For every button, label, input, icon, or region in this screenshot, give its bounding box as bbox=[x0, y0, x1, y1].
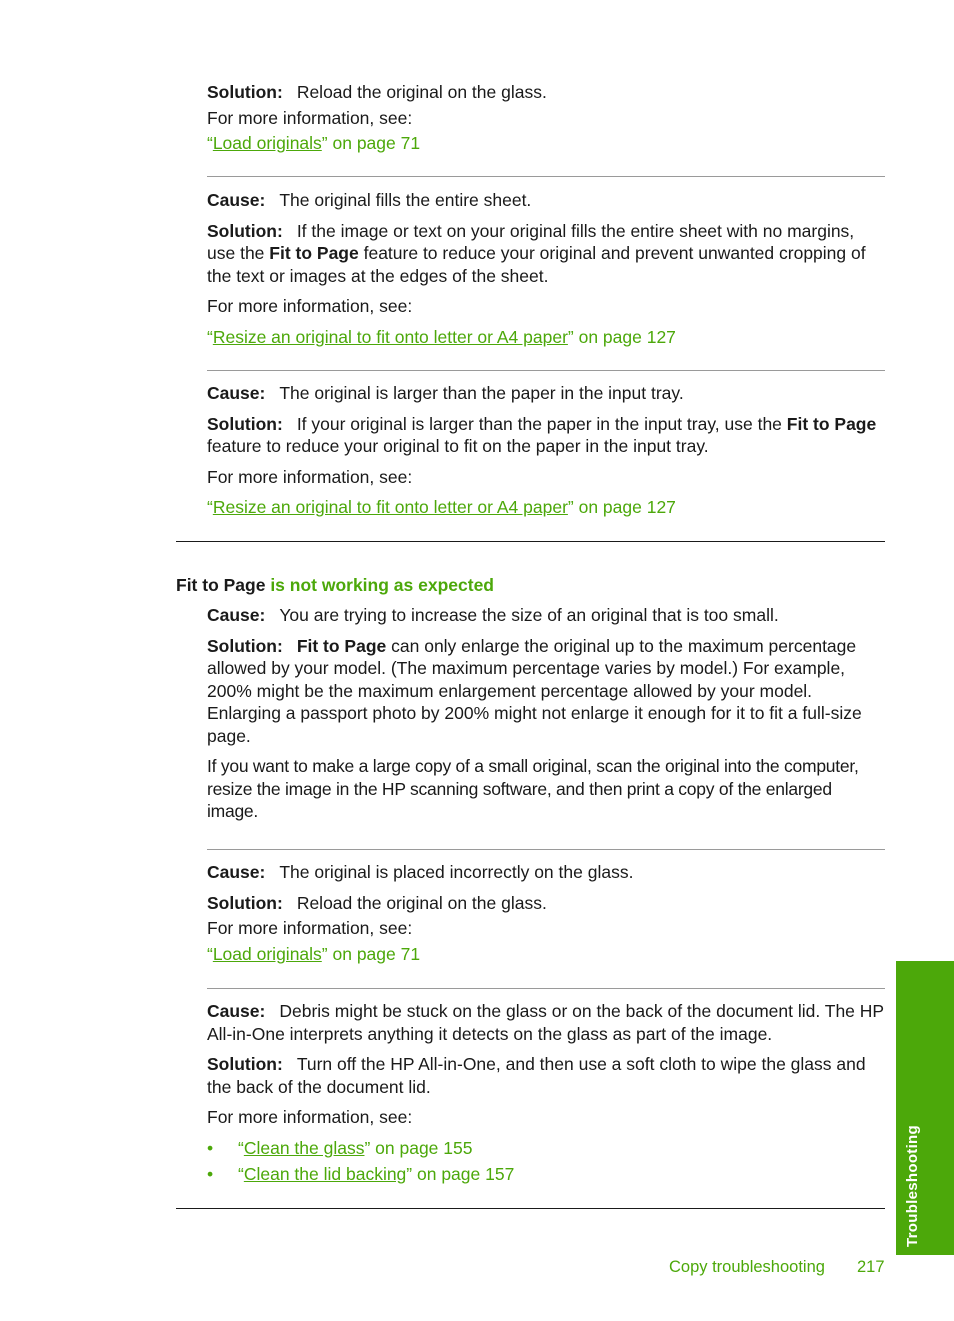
more-info-text: For more information, see: bbox=[207, 1107, 413, 1127]
solution-block-1 bbox=[207, 81, 885, 155]
cause-block-2 bbox=[207, 189, 885, 348]
footer-section-title: Copy troubleshooting bbox=[669, 1258, 825, 1276]
section-divider bbox=[176, 541, 885, 542]
cause-label: Cause: bbox=[207, 383, 266, 403]
load-originals-link[interactable]: “Load originals” on page 71 bbox=[207, 133, 421, 153]
cause-text: The original is placed incorrectly on the glass. bbox=[279, 862, 634, 882]
resize-original-link[interactable]: “Resize an original to fit onto letter or A4 paper” on page 127 bbox=[207, 497, 676, 517]
cause-block-5 bbox=[207, 861, 885, 965]
solution-paragraph: Solution: Fit to Page can only enlarge the original up to the maximum percentage allowed by your model. (The maximum percentage varies by model.) For example, 200% might be the maximum enlargement percentage allowed by your model. Enlarging a passport photo by 200% might not enlarge it enough for it to fit a full-size page. bbox=[207, 635, 862, 746]
bullet-icon: • bbox=[207, 1164, 214, 1184]
cause-text: Debris might be stuck on the glass or on the back of the document lid. The HP All-in-One interprets anything it detects on the glass as part of the image. bbox=[207, 1001, 884, 1044]
resize-original-link[interactable]: “Resize an original to fit onto letter or A4 paper” on page 127 bbox=[207, 326, 676, 347]
divider bbox=[207, 849, 885, 850]
cause-block-6 bbox=[207, 1000, 885, 1129]
list-item bbox=[207, 1163, 514, 1186]
more-info-text: For more information, see: bbox=[207, 918, 413, 938]
cause-label: Cause: bbox=[207, 605, 266, 625]
chapter-tab bbox=[896, 961, 954, 1255]
cause-block-3 bbox=[207, 382, 885, 519]
cause-text: The original fills the entire sheet. bbox=[279, 190, 532, 210]
clean-lid-backing-link[interactable]: “Clean the lid backing” on page 157 bbox=[238, 1164, 515, 1184]
solution-paragraph: Solution: If the image or text on your original fills the entire sheet with no margins, use the Fit to Page feature to reduce your original and prevent unwanted cropping of the text or images at the edges of the sheet. bbox=[207, 220, 866, 286]
solution-label: Solution: bbox=[207, 892, 283, 913]
cause-label: Cause: bbox=[207, 1001, 266, 1021]
bullet-icon: • bbox=[207, 1138, 214, 1158]
cause-text: The original is larger than the paper in the input tray. bbox=[279, 383, 684, 403]
more-info-text: For more information, see: bbox=[207, 296, 413, 316]
cause-label: Cause: bbox=[207, 190, 266, 210]
cause-text: You are trying to increase the size of an original that is too small. bbox=[279, 605, 779, 625]
chapter-tab-label: Troubleshooting bbox=[904, 1125, 921, 1247]
section-divider bbox=[176, 1208, 885, 1209]
solution-text: Reload the original on the glass. bbox=[296, 892, 547, 913]
solution-label: Solution: bbox=[207, 1054, 283, 1074]
divider bbox=[207, 988, 885, 989]
clean-glass-link[interactable]: “Clean the glass” on page 155 bbox=[238, 1138, 473, 1158]
solution-text: Reload the original on the glass. bbox=[296, 82, 547, 102]
extra-paragraph: If you want to make a large copy of a small original, scan the original into the computer, resize the image in the HP scanning software, and then print a copy of the enlarged image. bbox=[207, 756, 859, 821]
cause-block-4 bbox=[207, 604, 885, 823]
load-originals-link[interactable]: “Load originals” on page 71 bbox=[207, 943, 421, 964]
list-item bbox=[207, 1137, 472, 1160]
solution-text: Turn off the HP All-in-One, and then use a soft cloth to wipe the glass and the back of the document lid. bbox=[207, 1054, 866, 1097]
solution-paragraph: Solution: If your original is larger than the paper in the input tray, use the Fit to Page feature to reduce your original to fit on the paper in the input tray. bbox=[207, 413, 877, 456]
more-info-text: For more information, see: bbox=[207, 466, 413, 487]
divider bbox=[207, 370, 885, 371]
more-info-text: For more information, see: bbox=[207, 107, 413, 128]
divider bbox=[207, 176, 885, 177]
page-number: 217 bbox=[857, 1258, 885, 1276]
section-heading: Fit to Page is not working as expected bbox=[176, 575, 494, 595]
solution-label: Solution: bbox=[207, 82, 283, 102]
cause-label: Cause: bbox=[207, 862, 266, 882]
